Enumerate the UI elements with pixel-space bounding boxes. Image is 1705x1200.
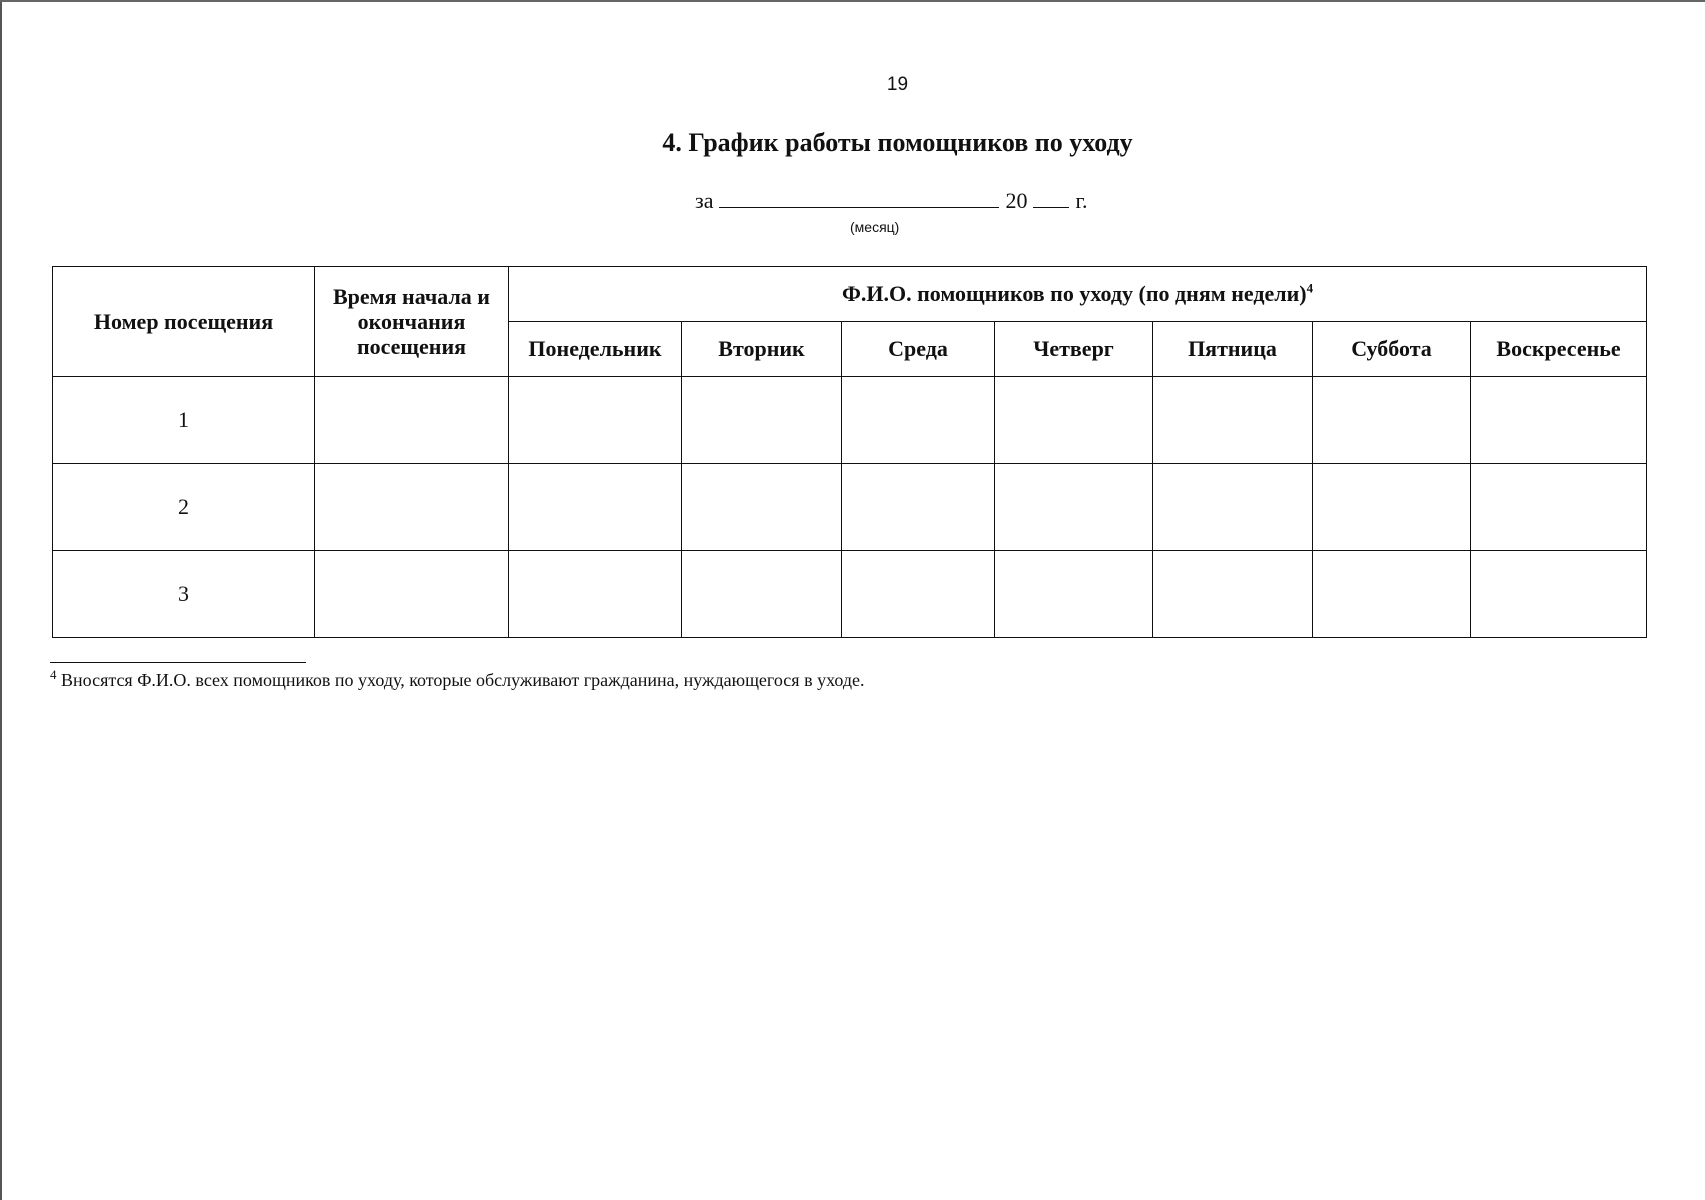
footnote-reference: 4	[1306, 281, 1314, 297]
month-blank-field[interactable]	[719, 189, 999, 208]
caregiver-cell[interactable]	[1471, 551, 1647, 638]
year-prefix: 20	[1005, 188, 1028, 213]
table-row	[53, 377, 1647, 464]
year-suffix: г.	[1075, 188, 1088, 213]
caregiver-cell[interactable]	[509, 464, 682, 551]
caregiver-cell[interactable]	[842, 377, 995, 464]
caregiver-cell[interactable]	[1313, 551, 1471, 638]
caregiver-cell[interactable]	[1153, 377, 1313, 464]
visit-number-cell: 3	[53, 551, 315, 638]
header-caregivers-label: Ф.И.О. помощников по уходу (по дням недели)	[841, 281, 1307, 307]
scan-edge	[0, 0, 2, 1200]
caregiver-cell[interactable]	[842, 464, 995, 551]
caregiver-cell[interactable]	[509, 551, 682, 638]
visit-time-cell[interactable]	[315, 464, 509, 551]
caregiver-cell[interactable]	[1313, 464, 1471, 551]
caregiver-cell[interactable]	[1471, 464, 1647, 551]
page-number: 19	[886, 74, 909, 95]
month-caption: (месяц)	[850, 219, 900, 235]
footnote-mark: 4	[50, 667, 57, 682]
caregiver-cell[interactable]	[1153, 464, 1313, 551]
year-blank-field[interactable]	[1033, 189, 1069, 208]
page-title: 4. График работы помощников по уходу	[662, 128, 1133, 157]
footnote-divider	[50, 662, 306, 663]
visit-time-cell[interactable]	[315, 551, 509, 638]
header-day: Понедельник	[509, 322, 682, 377]
visit-number-cell: 1	[53, 377, 315, 464]
scan-edge	[0, 0, 1705, 2]
table-row	[53, 551, 1647, 638]
caregiver-cell[interactable]	[682, 464, 842, 551]
caregiver-cell[interactable]	[842, 551, 995, 638]
caregiver-cell[interactable]	[1153, 551, 1313, 638]
header-day: Пятница	[1153, 322, 1313, 377]
footnote	[50, 667, 865, 691]
header-day: Воскресенье	[1471, 322, 1647, 377]
header-day: Вторник	[682, 322, 842, 377]
header-visit-number: Номер посещения	[53, 267, 315, 377]
caregiver-cell[interactable]	[995, 377, 1153, 464]
footnote-text: Вносятся Ф.И.О. всех помощников по уходу, которые обслуживают гражданина, нуждающегося в уходе.	[61, 670, 865, 690]
visit-number-cell: 2	[53, 464, 315, 551]
header-day: Суббота	[1313, 322, 1471, 377]
schedule-table	[52, 266, 1647, 638]
caregiver-cell[interactable]	[1471, 377, 1647, 464]
caregiver-cell[interactable]	[682, 377, 842, 464]
header-day: Среда	[842, 322, 995, 377]
header-caregivers-group	[509, 267, 1647, 322]
table-row	[53, 464, 1647, 551]
caregiver-cell[interactable]	[995, 551, 1153, 638]
caregiver-cell[interactable]	[1313, 377, 1471, 464]
header-visit-time: Время начала и окончания посещения	[315, 267, 509, 377]
caregiver-cell[interactable]	[509, 377, 682, 464]
visit-time-cell[interactable]	[315, 377, 509, 464]
period-prefix: за	[695, 188, 714, 213]
period-line	[695, 188, 1088, 214]
caregiver-cell[interactable]	[995, 464, 1153, 551]
caregiver-cell[interactable]	[682, 551, 842, 638]
header-day: Четверг	[995, 322, 1153, 377]
